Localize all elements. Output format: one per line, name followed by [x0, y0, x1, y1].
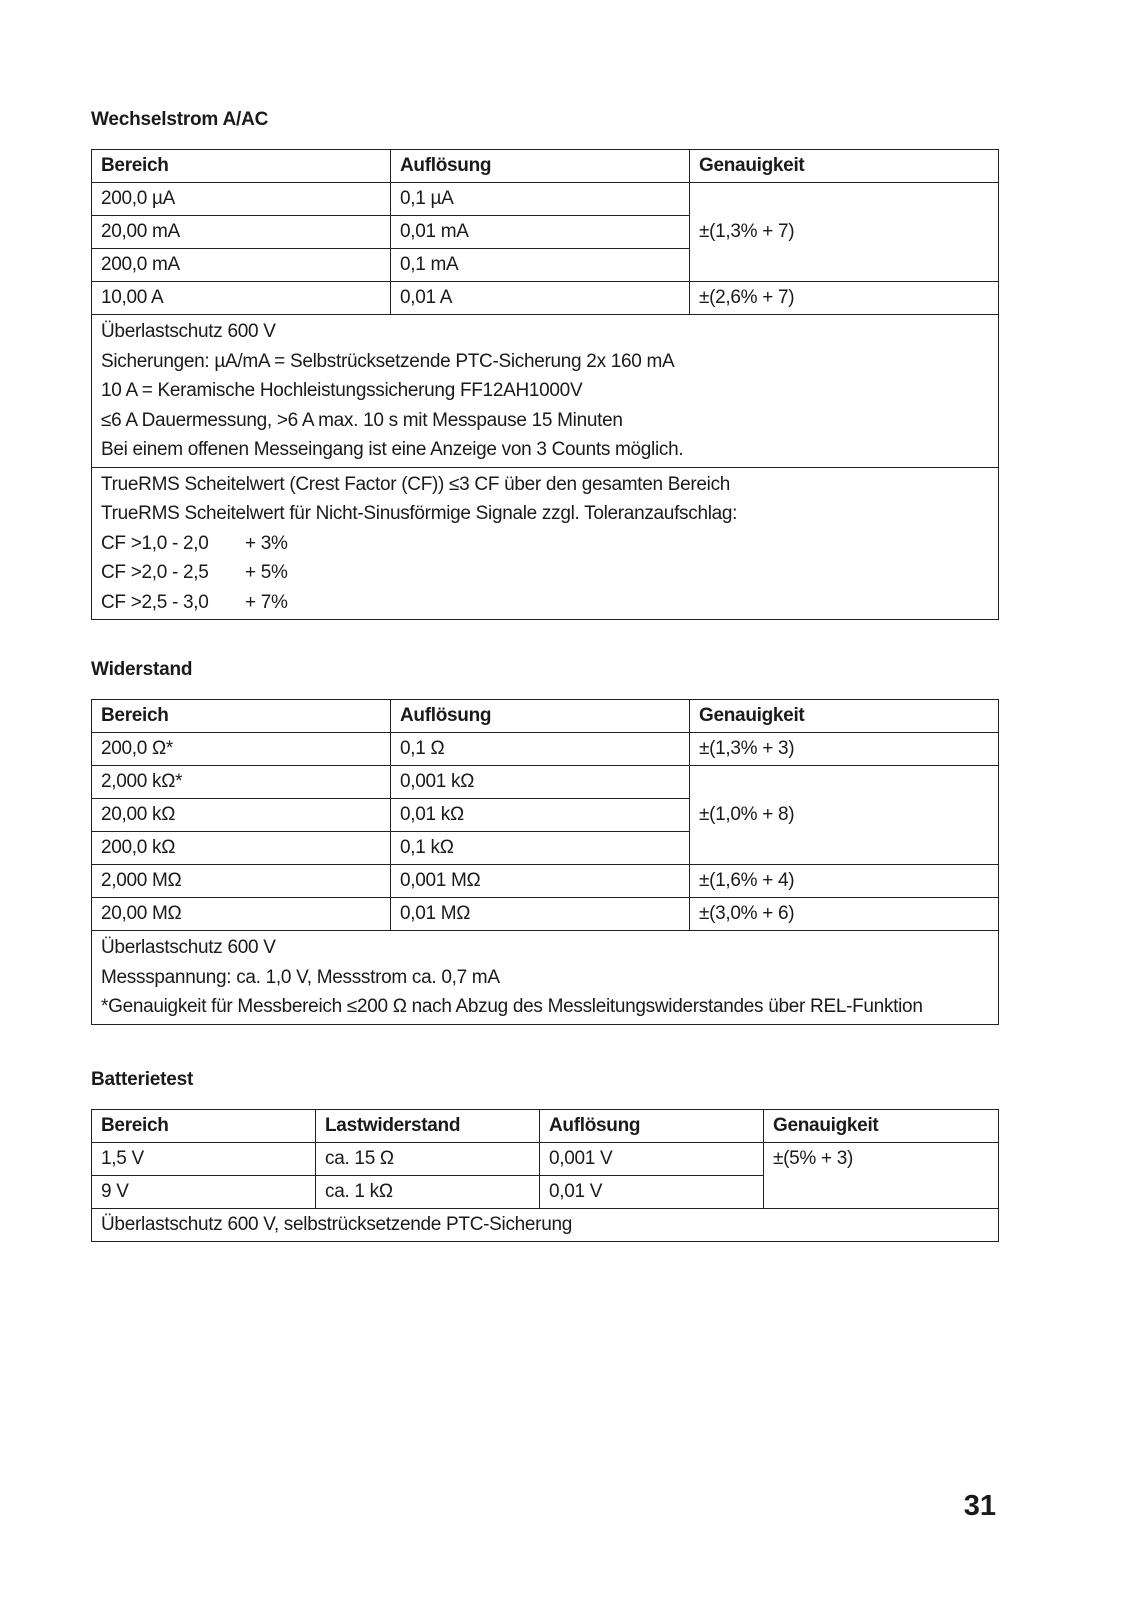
resolution-cell: 0,001 kΩ [391, 766, 690, 799]
range-cell: 10,00 A [92, 282, 391, 315]
resolution-cell: 0,1 µA [391, 183, 690, 216]
cf-add: + 5% [245, 562, 288, 583]
notes-cell: Überlastschutz 600 V, selbstrücksetzende PTC-Sicherung [92, 1209, 999, 1242]
resolution-cell: 0,1 Ω [391, 733, 690, 766]
cf-add: + 7% [245, 591, 288, 613]
cf-row [101, 558, 989, 588]
table-row [92, 898, 999, 931]
header-bereich: Bereich [92, 150, 391, 183]
accuracy-cell: ±(2,6% + 7) [690, 282, 999, 315]
table-row [92, 1143, 999, 1176]
cf-range: CF >2,5 - 3,0 [101, 591, 209, 613]
cf-row [101, 529, 989, 559]
range-cell: 9 V [92, 1176, 316, 1209]
truerms-cell [92, 467, 999, 620]
battery-table [91, 1109, 999, 1242]
header-lastwiderstand: Lastwiderstand [316, 1110, 540, 1143]
note-line: TrueRMS Scheitelwert (Crest Factor (CF)) ≤3 CF über den gesamten Bereich [101, 473, 731, 495]
range-cell: 200,0 kΩ [92, 832, 391, 865]
notes-row [92, 1209, 999, 1242]
header-genauigkeit: Genauigkeit [690, 700, 999, 733]
note-line: *Genauigkeit für Messbereich ≤200 Ω nach Abzug des Messleitungswiderstandes über REL-Funktion [101, 996, 923, 1017]
section-title-battery: Batterietest [91, 1069, 194, 1090]
header-bereich: Bereich [92, 1110, 316, 1143]
cf-range: CF >1,0 - 2,0 [101, 532, 209, 554]
range-cell: 2,000 MΩ [92, 865, 391, 898]
table-header-row [92, 1110, 999, 1143]
table-header-row [92, 700, 999, 733]
note-line: 10 A = Keramische Hochleistungssicherung FF12AH1000V [101, 380, 583, 401]
accuracy-cell: ±(1,3% + 7) [690, 183, 999, 282]
header-bereich: Bereich [92, 700, 391, 733]
note-line: Messspannung: ca. 1,0 V, Messstrom ca. 0,7 mA [101, 966, 500, 988]
resolution-cell: 0,1 mA [391, 249, 690, 282]
cf-row [101, 588, 989, 618]
resolution-cell: 0,01 MΩ [391, 898, 690, 931]
resolution-cell: 0,01 V [540, 1176, 764, 1209]
page-number: 31 [963, 1490, 996, 1522]
accuracy-cell: ±(1,6% + 4) [690, 865, 999, 898]
load-cell: ca. 1 kΩ [316, 1176, 540, 1209]
section-title-resistance: Widerstand [91, 659, 193, 680]
accuracy-cell: ±(3,0% + 6) [690, 898, 999, 931]
resolution-cell: 0,01 kΩ [391, 799, 690, 832]
notes-cell [92, 315, 999, 468]
table-row [92, 183, 999, 216]
range-cell: 2,000 kΩ* [92, 766, 391, 799]
header-aufloesung: Auflösung [391, 700, 690, 733]
resolution-cell: 0,01 mA [391, 216, 690, 249]
range-cell: 200,0 mA [92, 249, 391, 282]
resolution-cell: 0,001 V [540, 1143, 764, 1176]
range-cell: 1,5 V [92, 1143, 316, 1176]
truerms-row [92, 467, 999, 620]
cf-range: CF >2,0 - 2,5 [101, 562, 209, 583]
notes-cell [92, 931, 999, 1025]
resolution-cell: 0,01 A [391, 282, 690, 315]
note-line: Bei einem offenen Messeingang ist eine Anzeige von 3 Counts möglich. [101, 439, 684, 460]
header-genauigkeit: Genauigkeit [764, 1110, 999, 1143]
notes-row [92, 931, 999, 1025]
range-cell: 20,00 MΩ [92, 898, 391, 931]
header-aufloesung: Auflösung [391, 150, 690, 183]
accuracy-cell: ±(1,3% + 3) [690, 733, 999, 766]
note-line: Überlastschutz 600 V [101, 321, 276, 342]
table-row [92, 733, 999, 766]
section-title-ac-current: Wechselstrom A/AC [91, 109, 269, 130]
ac-current-table [91, 149, 999, 620]
accuracy-cell: ±(1,0% + 8) [690, 766, 999, 865]
table-header-row [92, 150, 999, 183]
note-line: TrueRMS Scheitelwert für Nicht-Sinusförmige Signale zzgl. Toleranzaufschlag: [101, 503, 738, 524]
resolution-cell: 0,1 kΩ [391, 832, 690, 865]
range-cell: 200,0 Ω* [92, 733, 391, 766]
cf-add: + 3% [245, 532, 288, 554]
accuracy-cell: ±(5% + 3) [764, 1143, 999, 1209]
resistance-table [91, 699, 999, 1025]
range-cell: 200,0 µA [92, 183, 391, 216]
load-cell: ca. 15 Ω [316, 1143, 540, 1176]
note-line: ≤6 A Dauermessung, >6 A max. 10 s mit Messpause 15 Minuten [101, 409, 623, 431]
table-row [92, 282, 999, 315]
table-row [92, 766, 999, 799]
table-row [92, 865, 999, 898]
note-line: Überlastschutz 600 V [101, 937, 276, 958]
resolution-cell: 0,001 MΩ [391, 865, 690, 898]
note-line: Sicherungen: µA/mA = Selbstrücksetzende PTC-Sicherung 2x 160 mA [101, 350, 675, 372]
notes-row [92, 315, 999, 468]
range-cell: 20,00 kΩ [92, 799, 391, 832]
header-aufloesung: Auflösung [540, 1110, 764, 1143]
header-genauigkeit: Genauigkeit [690, 150, 999, 183]
range-cell: 20,00 mA [92, 216, 391, 249]
